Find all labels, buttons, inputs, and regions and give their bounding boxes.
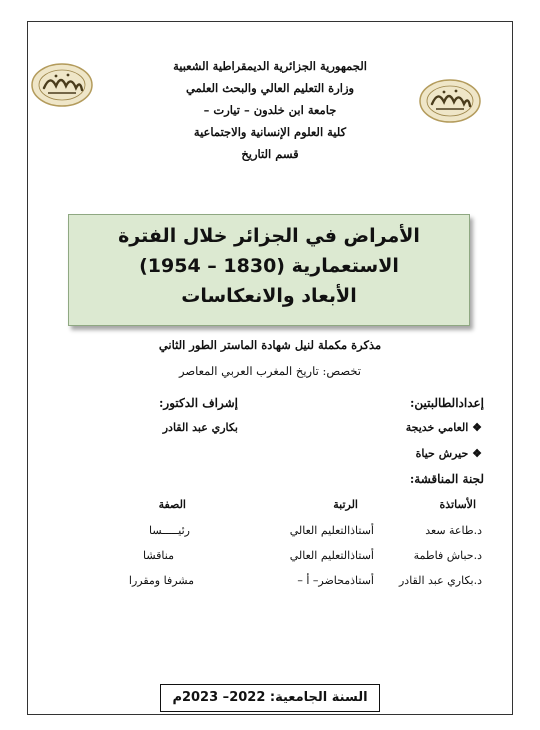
thesis-title-box <box>68 214 470 326</box>
institution-header <box>130 55 410 165</box>
header-ministry: وزارة التعليم العالي والبحث العلمي <box>185 81 355 95</box>
supervisor-name: بكاري عبد القادر <box>162 421 238 434</box>
committee-professor: د.حباش فاطمة <box>413 549 482 562</box>
specialty: تخصص: تاريخ المغرب العربي المعاصر <box>178 364 362 378</box>
committee-header-role: الصفة <box>158 498 186 511</box>
header-republic: الجمهورية الجزائرية الديمقراطية الشعبية <box>173 59 367 73</box>
header-faculty: كلية العلوم الإنسانية والاجتماعية <box>193 125 347 139</box>
university-seal-right-icon <box>418 78 482 124</box>
memo-description: مذكرة مكملة لنيل شهادة الماستر الطور الثاني <box>158 338 382 352</box>
thesis-title-line1: الأمراض في الجزائر خلال الفترة <box>118 225 420 247</box>
committee-header-rank: الرتبة <box>333 498 358 511</box>
committee-professor: د.بكاري عبد القادر <box>399 574 482 587</box>
student-name: ❖ حيرش حياة <box>415 447 482 460</box>
university-seal-left-icon <box>30 62 94 108</box>
committee-rank: أستاذالتعليم العالي <box>289 549 374 562</box>
thesis-title-line3: الأبعاد والانعكاسات <box>181 285 357 307</box>
committee-rank: أستاذمحاضر– أ – <box>297 574 374 587</box>
supervision-label: إشراف الدكتور: <box>158 396 238 410</box>
header-department: قسم التاريخ <box>241 147 299 161</box>
committee-role: مناقشا <box>143 549 174 562</box>
academic-year-box: السنة الجامعية: 2022– 2023م <box>160 684 380 712</box>
student-name: ❖ العامي خديجة <box>405 421 482 434</box>
committee-header-professor: الأساتذة <box>439 498 476 511</box>
header-university: جامعة ابن خلدون – تيارت – <box>203 103 337 117</box>
preparation-label: إعدادالطالبتين: <box>409 396 484 410</box>
committee-role: مشرفا ومقررا <box>128 574 194 587</box>
committee-rank: أستاذالتعليم العالي <box>289 524 374 537</box>
thesis-title-line2: الاستعمارية (1830 – 1954) <box>139 255 399 277</box>
committee-label: لجنة المناقشة: <box>409 472 484 486</box>
committee-role: رئيـــــسا <box>149 524 190 537</box>
committee-professor: د.طاعة سعد <box>425 524 482 537</box>
